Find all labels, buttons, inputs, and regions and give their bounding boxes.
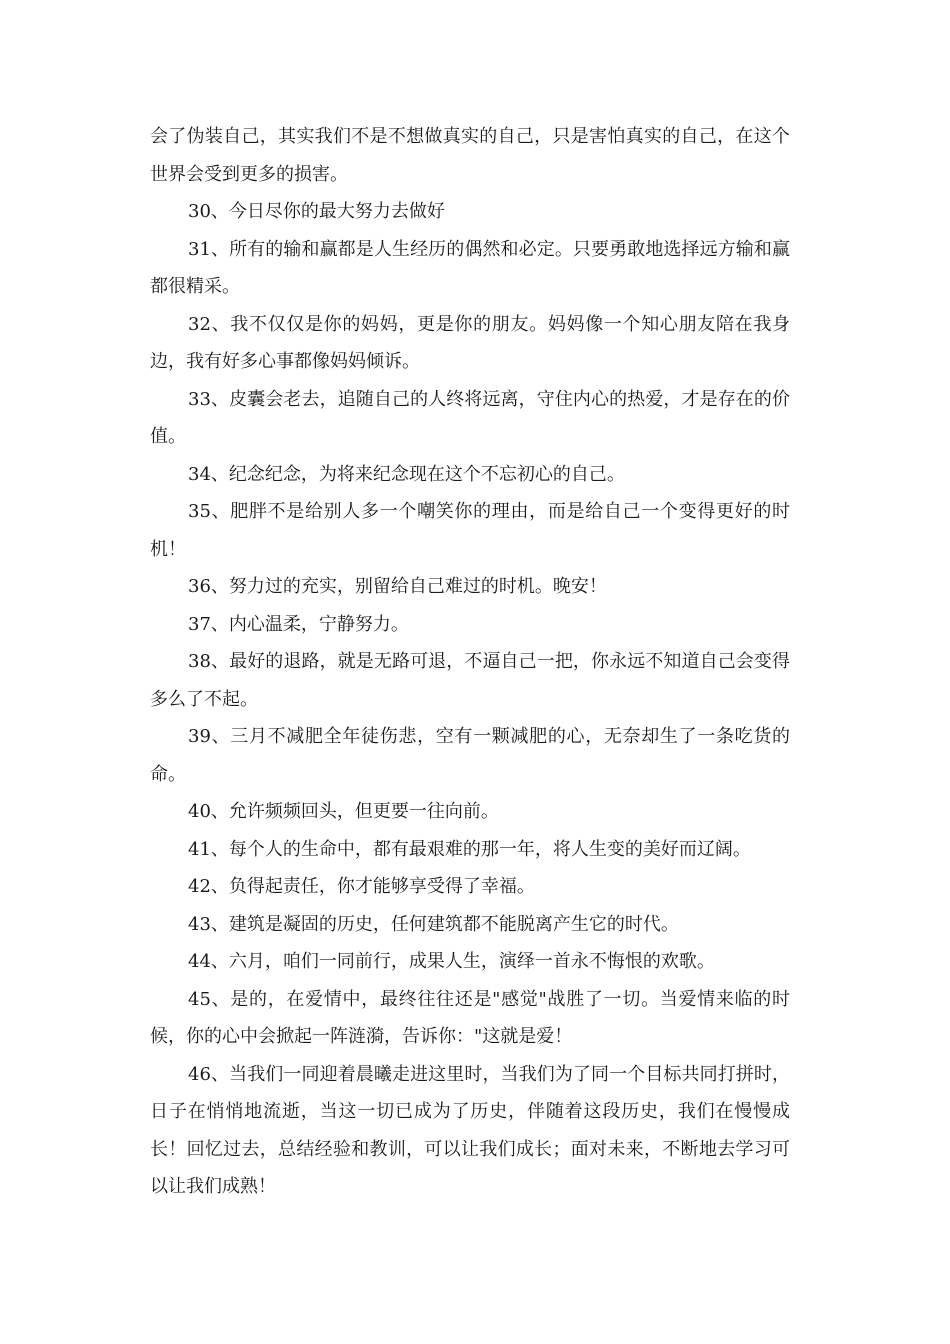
paragraph-continuation: 会了伪装自己，其实我们不是不想做真实的自己，只是害怕真实的自己，在这个世界会受到更多的损害。 — [150, 126, 790, 185]
paragraph-item-34: 34、纪念纪念，为将来纪念现在这个不忘初心的自己。 — [188, 463, 625, 485]
paragraph-item-30: 30、今日尽你的最大努力去做好 — [188, 201, 445, 222]
paragraph-item-40: 40、允许频频回头，但更要一往向前。 — [188, 801, 499, 822]
paragraph-item-36: 36、努力过的充实，别留给自己难过的时机。晚安！ — [188, 576, 607, 597]
paragraph-item-43: 43、建筑是凝固的历史，任何建筑都不能脱离产生它的时代。 — [188, 913, 679, 935]
paragraph-item-38: 38、最好的退路，就是无路可退，不逼自己一把，你永远不知道自己会变得多么了不起。 — [150, 651, 790, 710]
paragraph-item-37: 37、内心温柔，宁静努力。 — [188, 613, 409, 635]
paragraph-item-31: 31、所有的输和赢都是人生经历的偶然和必定。只要勇敢地选择远方输和赢都很精采。 — [150, 238, 790, 297]
document-page — [150, 118, 790, 1206]
paragraph-item-42: 42、负得起责任，你才能够享受得了幸福。 — [188, 876, 535, 897]
paragraph-item-35: 35、肥胖不是给别人多一个嘲笑你的理由，而是给自己一个变得更好的时机！ — [150, 501, 790, 560]
paragraph-item-44: 44、六月，咱们一同前行，成果人生，演绎一首永不悔恨的欢歌。 — [188, 951, 715, 972]
paragraph-item-39: 39、三月不减肥全年徒伤悲，空有一颗减肥的心，无奈却生了一条吃货的命。 — [150, 726, 790, 785]
paragraph-item-41: 41、每个人的生命中，都有最艰难的那一年，将人生变的美好而辽阔。 — [188, 838, 751, 860]
paragraph-item-45: 45、是的，在爱情中，最终往往还是"感觉"战胜了一切。当爱情来临的时候，你的心中会掀起一阵涟漪，告诉你："这就是爱！ — [150, 988, 790, 1047]
paragraph-item-32: 32、我不仅仅是你的妈妈，更是你的朋友。妈妈像一个知心朋友陪在我身边，我有好多心事都像妈妈倾诉。 — [150, 313, 790, 372]
paragraph-item-46: 46、当我们一同迎着晨曦走进这里时，当我们为了同一个目标共同打拼时，日子在悄悄地流逝，当这一切已成为了历史，伴随着这段历史，我们在慢慢成长！回忆过去，总结经验和教训，可以让我们成长；面对未来，不断地去学习可以让我们成熟！ — [150, 1063, 790, 1197]
paragraph-item-33: 33、皮囊会老去，追随自己的人终将远离，守住内心的热爱，才是存在的价值。 — [150, 388, 790, 447]
